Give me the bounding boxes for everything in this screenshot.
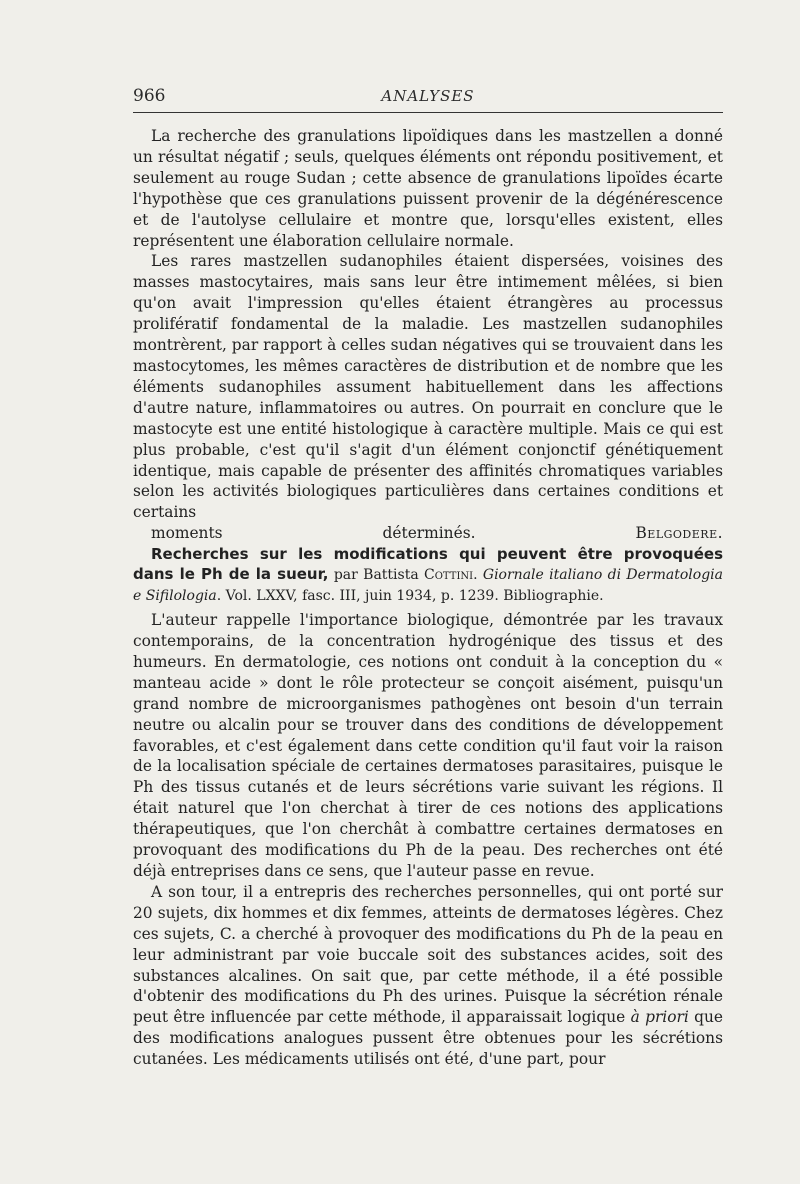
article1-paragraph-1: La recherche des granulations lipoïdiques dans les mastzellen a donné un résultat négatif ; seuls, quelques éléments ont répondu positivement, et seulement au rouge Sudan ; cette absence de granulations lipoïdes écarte l'hypothèse que ces granulations puissent provenir de la dégénérescence et de l'autolyse cellulaire et montre que, lorsqu'elles existent, elles représentent une élaboration cellulaire normale.	[133, 127, 723, 250]
article2-title	[133, 544, 723, 606]
article2-paragraph-2	[133, 882, 723, 1070]
article2-journal: Giornale italiano di Dermatologia e Sifilologia	[133, 567, 723, 605]
article1-paragraph-2-end: moments déterminés.	[151, 524, 476, 543]
article1-closing-line	[133, 523, 723, 544]
article2-paragraph-2-end: que des modifications analogues pussent être obtenues pour les sécrétions cutanées. Les médicaments utilisés ont été, d'une part, pour	[133, 1008, 723, 1069]
author-signature: Belgodere.	[635, 524, 723, 543]
article2-citation: . Vol. LXXV, fasc. III, juin 1934, p. 1239. Bibliographie.	[216, 588, 604, 605]
article2-title-by: par Battista	[328, 567, 425, 584]
running-head: ANALYSES	[381, 87, 475, 105]
article2-title-sep: .	[473, 567, 483, 584]
article2-paragraph-2-start: A son tour, il a entrepris des recherches personnelles, qui ont porté sur 20 sujets, dix hommes et dix femmes, atteints de dermatoses légères. Chez ces sujets, C. a cherché à provoquer des modifications du Ph de la peau en leur administrant par voie buccale soit des substances acides, soit des substances alcalines. On sait que, par cette méthode, il a été possible d'obtenir des modifications du Ph des urines. Puisque la sécrétion rénale peut être influencée par cette méthode, il apparaissait logique	[133, 882, 723, 1027]
article2-paragraph-2-italic: à priori	[630, 1008, 689, 1027]
article2-title-main: Recherches sur les modifications qui peuvent être provoquées dans le Ph de la sueur,	[133, 545, 723, 584]
page-number: 966	[133, 86, 166, 106]
article2-author: Cottini	[424, 567, 474, 584]
article1-paragraph-2: Les rares mastzellen sudanophiles étaient dispersées, voisines des masses mastocytaires, mais sans leur être intimement mêlées, si bien qu'on avait l'impression qu'elles étaient étrangères au processus prolifératif fondamental de la maladie. Les mastzellen sudanophiles montrèrent, par rapport à celles sudan négatives qui se trouvaient dans les mastocytomes, les mêmes caractères de distribution et de nombre que les éléments sudanophiles assument habituellement dans les affections d'autre nature, inflammatoires ou autres. On pourrait en conclure que le mastocyte est une entité histologique à caractère multiple. Mais ce qui est plus probable, c'est qu'il s'agit d'un élément conjonctif génétiquement identique, mais capable de présenter des affinités chromatiques variables selon les activités biologiques particulières dans certaines conditions et certains	[133, 252, 723, 522]
header-rule	[133, 112, 723, 113]
page-header	[133, 86, 723, 108]
article2-paragraph-1: L'auteur rappelle l'importance biologique, démontrée par les travaux contemporains, de la concentration hydrogénique des tissus et des humeurs. En dermatologie, ces notions ont conduit à la conception du « manteau acide » dont le rôle protecteur se conçoit aisément, puisqu'un grand nombre de microorganismes pathogènes ont besoin d'un terrain neutre ou alcalin pour se trouver dans des conditions de développement favorables, et c'est également dans cette condition qu'il faut voir la raison de la localisation spéciale de certaines dermatoses parasitaires, puisque le Ph des tissus cutanés et de leurs sécrétions varie suivant les régions. Il était naturel que l'on cherchat à tirer de ces notions des applications thérapeutiques, que l'on cherchât à combattre certaines dermatoses en provoquant des modifications du Ph de la peau. Des recherches ont été déjà entreprises dans ce sens, que l'auteur passe en revue.	[133, 611, 723, 880]
body-text	[133, 126, 723, 1070]
